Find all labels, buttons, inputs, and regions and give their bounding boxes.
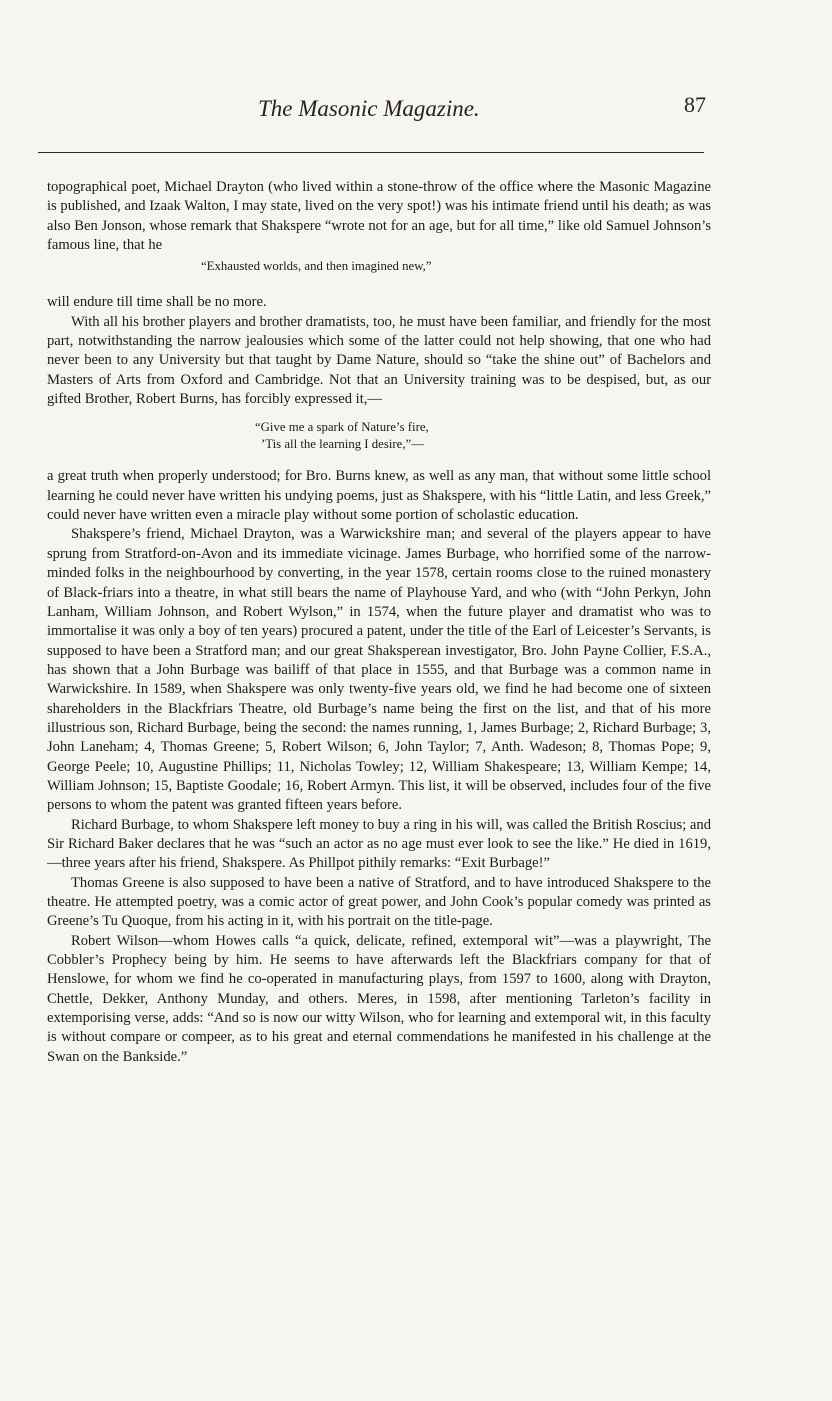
page-number: 87 [684,92,706,117]
verse-line: “Exhausted worlds, and then imagined new,” [201,259,432,274]
verse-quotation [47,419,711,453]
paragraph: a great truth when properly understood; for Bro. Burns knew, as well as any man, that without some little school learning he could never have written his undying poems, just as Shakspere, with his “little Latin, and less Greek,” could never have written even a miracle play without some portion of scholastic education. [47,468,711,524]
paragraph: Thomas Greene is also supposed to have been a native of Stratford, and to have introduced Shakspere to the theatre. He attempted poetry, was a comic actor of great power, and John Cook’s popular comedy was printed as Greene’s Tu Quoque, from his acting in it, with his portrait on the title-page. [47,874,711,930]
running-header-title: The Masonic Magazine. [258,96,480,121]
article-body [47,178,711,1067]
header-rule [38,152,704,153]
paragraph: topographical poet, Michael Drayton (who lived within a stone-throw of the office where the Masonic Magazine is published, and Izaak Walton, I may state, lived on the very spot!) was his intimate friend until his death; as was also Ben Jonson, whose remark that Shakspere “wrote not for an age, but for all time,” like old Samuel Johnson’s famous line, that he [47,179,711,254]
verse-line: “Give me a spark of Nature’s fire, [255,420,429,435]
paragraph: will endure till time shall be no more. [47,294,267,311]
paragraph: Robert Wilson—whom Howes calls “a quick, delicate, refined, extemporal wit”—was a playwright, The Cobbler’s Prophecy being by him. He seems to have afterwards left the Blackfriars company for that of Henslowe, for whom we find he co-operated in manufacturing plays, from 1597 to 1600, along with Drayton, Chettle, Dekker, Anthony Munday, and others. Meres, in 1598, after mentioning Tarleton’s facility in extemporising verse, adds: “And so is now our witty Wilson, who for learning and extemporal wit, in this faculty is without compare or compeer, as to his great and eternal commendations he manifested in his challenge at the Swan on the Bankside.” [47,932,711,1065]
verse-line: ’Tis all the learning I desire,”— [261,437,425,452]
paragraph: Shakspere’s friend, Michael Drayton, was a Warwickshire man; and several of the players appear to have sprung from Stratford-on-Avon and its immediate vicinage. James Burbage, who horrified some of the narrow-minded folks in the neighbourhood by converting, in the year 1578, certain rooms close to the ruined monastery of Black-friars into a theatre, in what still bears the name of Playhouse Yard, and who (with “John Perkyn, John Lanham, William Johnson, and Robert Wylson,” in 1574, when the future player and dramatist who was to immortalise it was only a boy of ten years) procured a patent, under the title of the Earl of Leicester’s Servants, is supposed to have been a Stratford man; and our great Shaksperean investigator, Bro. John Payne Collier, F.S.A., has shown that a John Burbage was bailiff of that place in 1555, and that Burbage was a common name in Warwickshire. In 1589, when Shakspere was only twenty-five years old, we find he had become one of sixteen shareholders in the Blackfriars Theatre, old Burbage’s name being the first on the list, and that of his more illustrious son, Richard Burbage, being the second: the names running, 1, James Burbage; 2, Richard Burbage; 3, John Laneham; 4, Thomas Greene; 5, Robert Wilson; 6, John Taylor; 7, Anth. Wadeson; 8, Thomas Pope; 9, George Peele; 10, Augustine Phillips; 11, Nicholas Towley; 12, William Shakespeare; 13, William Kempe; 14, William Johnson; 15, Baptiste Goodale; 16, Robert Armyn. This list, it will be observed, includes four of the five persons to whom the patent was granted fifteen years before. [47,526,711,814]
verse-quotation [47,258,711,275]
paragraph: With all his brother players and brother dramatists, too, he must have been familiar, and friendly for the most part, notwithstanding the narrow jealousies which some of the latter could not help showing, that one who had never been to any University but that taught by Dame Nature, should so “take the shine out” of Bachelors and Masters of Arts from Oxford and Cambridge. Not that an University training was to be despised, but, as our gifted Brother, Robert Burns, has forcibly expressed it,— [47,313,711,408]
paragraph: Richard Burbage, to whom Shakspere left money to buy a ring in his will, was called the British Roscius; and Sir Richard Baker declares that he was “such an actor as no age must ever look to see the like.” He died in 1619,—three years after his friend, Shakspere. As Phillpot pithily remarks: “Exit Burbage!” [47,816,711,872]
